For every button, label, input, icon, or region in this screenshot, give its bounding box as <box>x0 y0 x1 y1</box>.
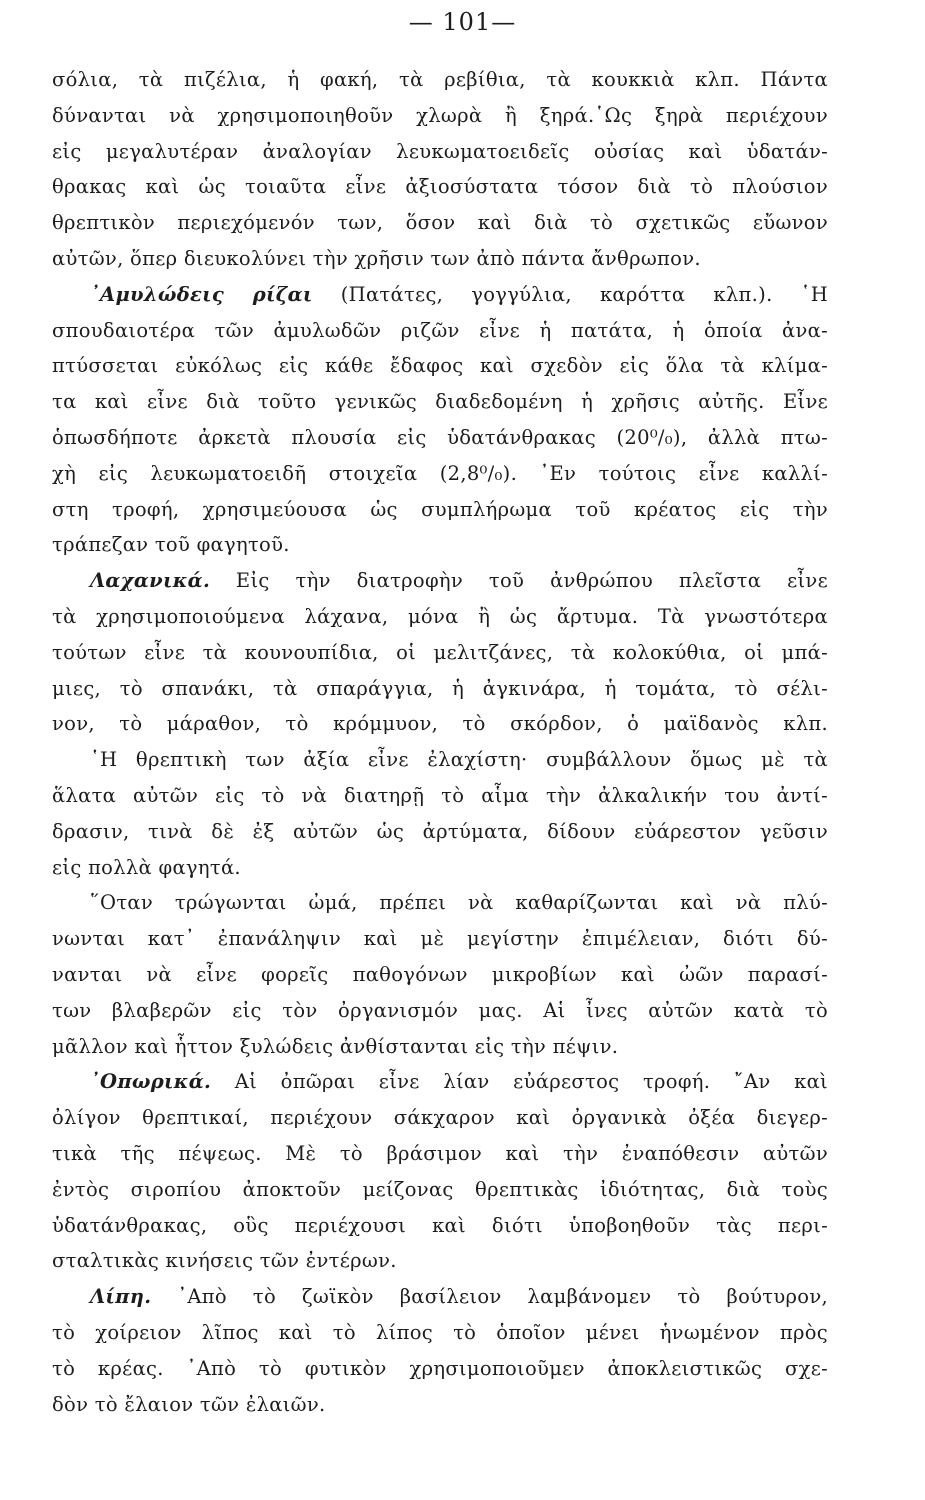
line-text: δρασιν, τινὰ δὲ ἐξ αὐτῶν ὡς ἀρτύματα, δίδουν εὐάρεστον γεῦσιν <box>52 819 828 843</box>
line-text: τὸ χοίρειον λῖπος καὶ τὸ λίπος τὸ ὁποῖον μένει ἡνωμένον πρὸς <box>52 1321 828 1344</box>
line-text: των βλαβερῶν εἰς τὸν ὀργανισμόν μας. Αἱ ἶνες αὐτῶν κατὰ τὸ <box>52 998 828 1022</box>
text-line <box>90 1279 828 1315</box>
text-line <box>52 98 828 134</box>
text-line <box>52 599 828 635</box>
line-text: τα καὶ εἶνε διὰ τοῦτο γενικῶς διαδεδομένη ἡ χρῆσις αὐτῆς. Εἶνε <box>52 390 828 414</box>
line-text: ὁπωσδήποτε ἀρκετὰ πλουσία εἰς ὑδατάνθρακας (20⁰/₀), ἀλλὰ πτω- <box>52 426 828 449</box>
text-line <box>52 1029 828 1065</box>
text-line <box>52 420 828 456</box>
line-text: θρακας καὶ ὡς τοιαῦτα εἶνε ἀξιοσύστατα τόσον διὰ τὸ πλούσιον <box>52 175 828 199</box>
line-text: Αἱ ὀπῶραι εἶνε λίαν εὐάρεστος τροφή. ῎Αν καὶ <box>211 1070 828 1094</box>
line-text: χὴ εἰς λευκωματοειδῆ στοιχεῖα (2,8⁰/₀). ᾿Εν τούτοις εἶνε καλλί- <box>52 461 828 485</box>
section-heading: ᾿Αμυλώδεις ρίζαι <box>90 282 313 306</box>
text-line <box>52 993 828 1029</box>
line-text: νωνται κατ᾿ ἐπανάληψιν καὶ μὲ μεγίστην ἐπιμέλειαν, διότι δύ- <box>52 927 828 951</box>
text-line <box>52 1315 828 1351</box>
text-line <box>52 348 828 384</box>
line-text: σπουδαιοτέρα τῶν ἀμυλωδῶν ριζῶν εἶνε ἡ πατάτα, ἡ ὁποία ἀνα- <box>52 318 828 342</box>
section-heading: Λίπη. <box>90 1285 152 1309</box>
text-line <box>52 1243 828 1279</box>
line-text: πτύσσεται εὐκόλως εἰς κάθε ἔδαφος καὶ σχεδὸν εἰς ὅλα τὰ κλίμα- <box>52 354 828 378</box>
line-text: ὀλίγον θρεπτικαί, περιέχουν σάκχαρον καὶ ὀργανικὰ ὀξέα διεγερ- <box>52 1106 828 1130</box>
text-line <box>52 62 828 98</box>
line-text: τράπεζαν τοῦ φαγητοῦ. <box>52 533 290 557</box>
line-text: δύνανται νὰ χρησιμοποιηθοῦν χλωρὰ ἢ ξηρά.῾Ως ξηρὰ περιέχουν <box>52 103 828 127</box>
text-line <box>52 1100 828 1136</box>
line-text: ἐντὸς σιροπίου ἀποκτοῦν μείζονας θρεπτικὰς ἰδιότητας, διὰ τοὺς <box>52 1177 828 1201</box>
text-line <box>90 742 828 778</box>
line-text: εἰς μεγαλυτέραν ἀναλογίαν λευκωματοειδεῖς οὐσίας καὶ ὑδατάν- <box>52 139 828 163</box>
line-text: τὰ χρησιμοποιούμενα λάχανα, μόνα ἢ ὡς ἄρτυμα. Τὰ γνωστότερα <box>52 605 828 628</box>
text-line <box>52 456 828 492</box>
line-text: αὐτῶν, ὅπερ διευκολύνει τὴν χρῆσιν των ἀπὸ πάντα ἄνθρωπον. <box>52 247 701 270</box>
line-text: σόλια, τὰ πιζέλια, ἡ φακή, τὰ ρεβίθια, τὰ κουκκιὰ κλπ. Πάντα <box>52 68 828 91</box>
line-text: θρεπτικὸν περιεχόμενόν των, ὅσον καὶ διὰ τὸ σχετικῶς εὔωνον <box>52 211 828 235</box>
text-line <box>52 492 828 528</box>
page-number: — 101— <box>408 8 517 36</box>
text-line <box>52 313 828 349</box>
text-line <box>52 527 828 563</box>
line-text: τούτων εἶνε τὰ κουνουπίδια, οἱ μελιτζάνες, τὰ κολοκύθια, οἱ μπά- <box>52 640 828 664</box>
text-line <box>52 706 828 742</box>
text-line <box>52 1351 828 1387</box>
line-text: ῾Η θρεπτικὴ των ἀξία εἶνε ἐλαχίστη· συμβάλλουν ὅμως μὲ τὰ <box>90 748 828 772</box>
line-text: σταλτικὰς κινήσεις τῶν ἐντέρων. <box>52 1249 397 1273</box>
text-line <box>52 671 828 707</box>
text-line <box>90 563 828 599</box>
line-text: ἅλατα αὐτῶν εἰς τὸ νὰ διατηρῇ τὸ αἷμα τὴν ἀλκαλικήν του ἀντί- <box>52 784 828 807</box>
text-line <box>52 134 828 170</box>
text-line <box>52 921 828 957</box>
line-text: ὑδατάνθρακας, οὓς περιέχουσι καὶ διότι ὑποβοηθοῦν τὰς περι- <box>52 1213 828 1237</box>
text-line <box>52 635 828 671</box>
line-text: νον, τὸ μάραθον, τὸ κρόμμυον, τὸ σκόρδον, ὁ μαϊδανὸς κλπ. <box>52 712 828 736</box>
text-line <box>52 205 828 241</box>
text-line <box>52 384 828 420</box>
text-line <box>90 885 828 921</box>
section-heading: ᾿Οπωρικά. <box>90 1070 212 1094</box>
line-text: τὸ κρέας. ᾿Απὸ τὸ φυτικὸν χρησιμοποιοῦμεν ἀποκλειστικῶς σχε- <box>52 1356 828 1380</box>
line-text: νανται νὰ εἶνε φορεῖς παθογόνων μικροβίων καὶ ὠῶν παρασί- <box>52 963 828 986</box>
line-text: τικὰ τῆς πέψεως. Μὲ τὸ βράσιμον καὶ τὴν ἐναπόθεσιν αὐτῶν <box>52 1142 828 1165</box>
text-line <box>52 850 828 886</box>
line-text: ῞Οταν τρώγωνται ὠμά, πρέπει νὰ καθαρίζωνται καὶ νὰ πλύ- <box>90 891 828 915</box>
line-text: μᾶλλον καὶ ἧττον ξυλώδεις ἀνθίστανται εἰς τὴν πέψιν. <box>52 1034 619 1058</box>
line-text: (Πατάτες, γογγύλια, καρόττα κλπ.). ῾Η <box>312 282 829 306</box>
line-text: Εἰς τὴν διατροφὴν τοῦ ἀνθρώπου πλεῖστα εἶνε <box>210 569 828 593</box>
line-text: ᾿Απὸ τὸ ζωϊκὸν βασίλειον λαμβάνομεν τὸ βούτυρον, <box>151 1285 828 1309</box>
line-text: στη τροφή, χρησιμεύουσα ὡς συμπλήρωμα τοῦ κρέατος εἰς τὴν <box>52 497 828 521</box>
text-line <box>90 1064 828 1100</box>
text-line <box>52 169 828 205</box>
section-heading: Λαχανικά. <box>90 569 211 593</box>
line-text: δὸν τὸ ἔλαιον τῶν ἐλαιῶν. <box>52 1392 326 1416</box>
text-line <box>52 1136 828 1172</box>
text-line <box>52 1208 828 1244</box>
text-line <box>52 1387 828 1423</box>
text-line <box>52 814 828 850</box>
text-line <box>52 778 828 814</box>
line-text: μιες, τὸ σπανάκι, τὰ σπαράγγια, ἡ ἀγκινάρα, ἡ τομάτα, τὸ σέλι- <box>52 676 828 700</box>
text-line <box>52 241 828 277</box>
line-text: εἰς πολλὰ φαγητά. <box>52 855 241 879</box>
text-line <box>90 277 828 313</box>
text-line <box>52 957 828 993</box>
text-line <box>52 1172 828 1208</box>
